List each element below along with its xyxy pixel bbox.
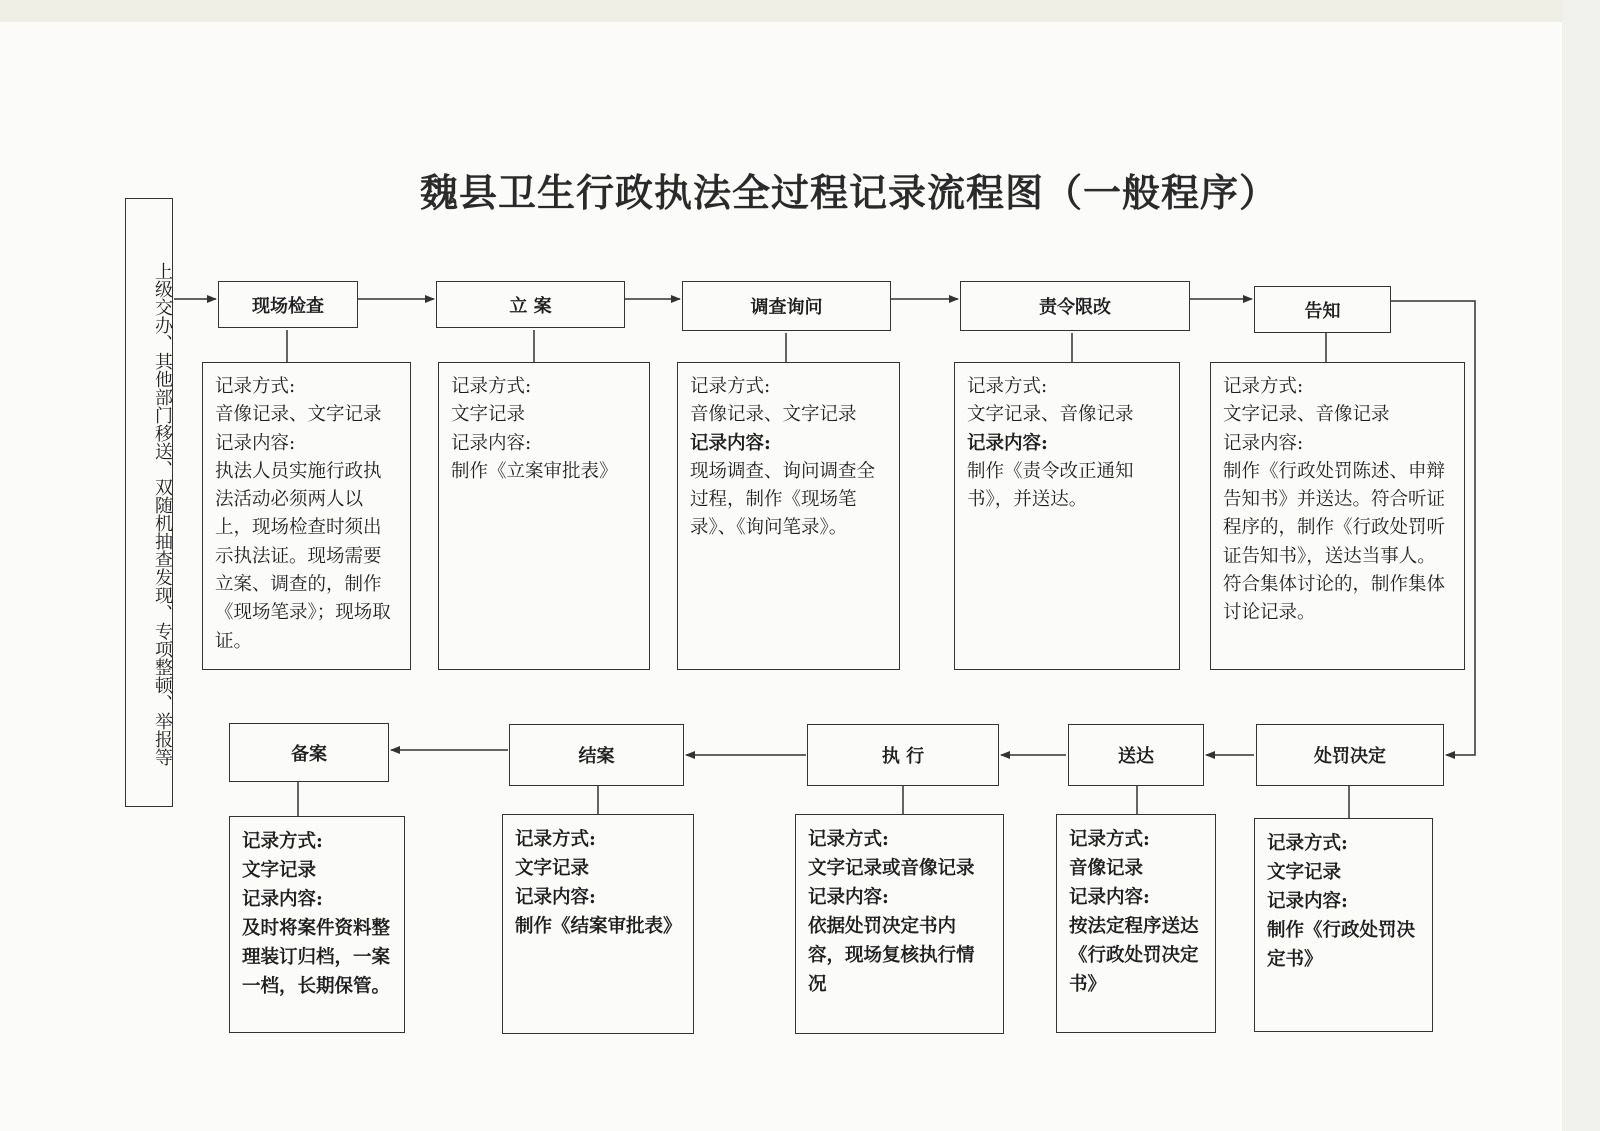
content-text: 制作《结案审批表》 bbox=[515, 916, 682, 937]
method-text: 音像记录、文字记录 bbox=[215, 404, 382, 426]
step-closing: 结案 bbox=[509, 724, 684, 786]
content-text: 执法人员实施行政执法活动必须两人以上，现场检查时须出示执法证。现场需要立案、调查的，制作《现场笔录》；现场取证。 bbox=[215, 460, 391, 652]
content-text: 制作《行政处罚陈述、申辩告知书》并送达。符合听证程序的，制作《行政处罚听证告知书》，送达当事人。符合集体讨论的，制作集体讨论记录。 bbox=[1223, 460, 1446, 624]
step-notify: 告知 bbox=[1254, 286, 1391, 333]
content-label: 记录内容: bbox=[808, 887, 889, 908]
method-text: 文字记录 bbox=[515, 858, 590, 879]
chart-title: 魏县卫生行政执法全过程记录流程图（一般程序） bbox=[420, 171, 1279, 215]
method-text: 文字记录、音像记录 bbox=[967, 404, 1134, 426]
method-label: 记录方式: bbox=[1069, 829, 1150, 850]
step-delivery: 送达 bbox=[1068, 724, 1204, 786]
method-label: 记录方式: bbox=[967, 376, 1048, 397]
step-filing: 立 案 bbox=[436, 281, 625, 328]
content-text: 制作《行政处罚决定书》 bbox=[1267, 920, 1416, 970]
method-text: 文字记录 bbox=[1267, 862, 1342, 883]
detail-investigation bbox=[677, 362, 900, 670]
content-label: 记录内容: bbox=[690, 432, 771, 454]
detail-filing bbox=[438, 362, 650, 670]
step-decision: 处罚决定 bbox=[1256, 724, 1444, 786]
source-box: 上级交办、其他部门移送、双随机抽查发现、专项整顿、举报等 bbox=[125, 198, 173, 807]
content-label: 记录内容: bbox=[1223, 432, 1304, 454]
content-label: 记录内容: bbox=[1267, 891, 1348, 912]
method-text: 音像记录、文字记录 bbox=[690, 404, 857, 426]
method-text: 文字记录、音像记录 bbox=[1223, 404, 1390, 426]
method-label: 记录方式: bbox=[515, 829, 596, 850]
method-label: 记录方式: bbox=[451, 376, 532, 397]
step-rectify: 责令限改 bbox=[960, 281, 1190, 331]
detail-delivery bbox=[1056, 814, 1216, 1033]
detail-execution bbox=[795, 814, 1004, 1034]
content-label: 记录内容: bbox=[1069, 887, 1150, 908]
content-text: 制作《责令改正通知书》，并送达。 bbox=[967, 460, 1134, 511]
content-text: 制作《立案审批表》 bbox=[451, 460, 618, 482]
method-label: 记录方式: bbox=[242, 831, 323, 852]
method-label: 记录方式: bbox=[690, 376, 771, 397]
method-label: 记录方式: bbox=[808, 829, 889, 850]
content-text: 及时将案件资料整理装订归档，一案一档，长期保管。 bbox=[242, 918, 391, 997]
content-text: 现场调查、询问调查全过程，制作《现场笔录》、《询问笔录》。 bbox=[690, 460, 876, 539]
content-label: 记录内容: bbox=[215, 432, 296, 454]
method-text: 文字记录 bbox=[451, 404, 526, 426]
step-execution: 执 行 bbox=[807, 724, 999, 786]
method-text: 文字记录或音像记录 bbox=[808, 858, 975, 879]
detail-archive bbox=[229, 816, 405, 1033]
method-text: 音像记录 bbox=[1069, 858, 1144, 879]
step-archive: 备案 bbox=[229, 723, 389, 782]
content-label: 记录内容: bbox=[967, 432, 1048, 454]
detail-rectify bbox=[954, 362, 1180, 670]
content-text: 依据处罚决定书内容，现场复核执行情况 bbox=[808, 916, 975, 995]
method-text: 文字记录 bbox=[242, 860, 317, 881]
method-label: 记录方式: bbox=[1223, 376, 1304, 397]
detail-notify bbox=[1210, 362, 1465, 670]
method-label: 记录方式: bbox=[1267, 833, 1348, 854]
detail-decision bbox=[1254, 818, 1433, 1032]
step-investigation: 调查询问 bbox=[682, 281, 891, 331]
content-label: 记录内容: bbox=[242, 889, 323, 910]
content-label: 记录内容: bbox=[451, 432, 532, 454]
method-label: 记录方式: bbox=[215, 376, 296, 397]
content-text: 按法定程序送达《行政处罚决定书》 bbox=[1069, 916, 1199, 995]
content-label: 记录内容: bbox=[515, 887, 596, 908]
detail-inspection bbox=[202, 362, 411, 670]
detail-closing bbox=[502, 814, 694, 1034]
step-inspection: 现场检查 bbox=[218, 281, 358, 328]
